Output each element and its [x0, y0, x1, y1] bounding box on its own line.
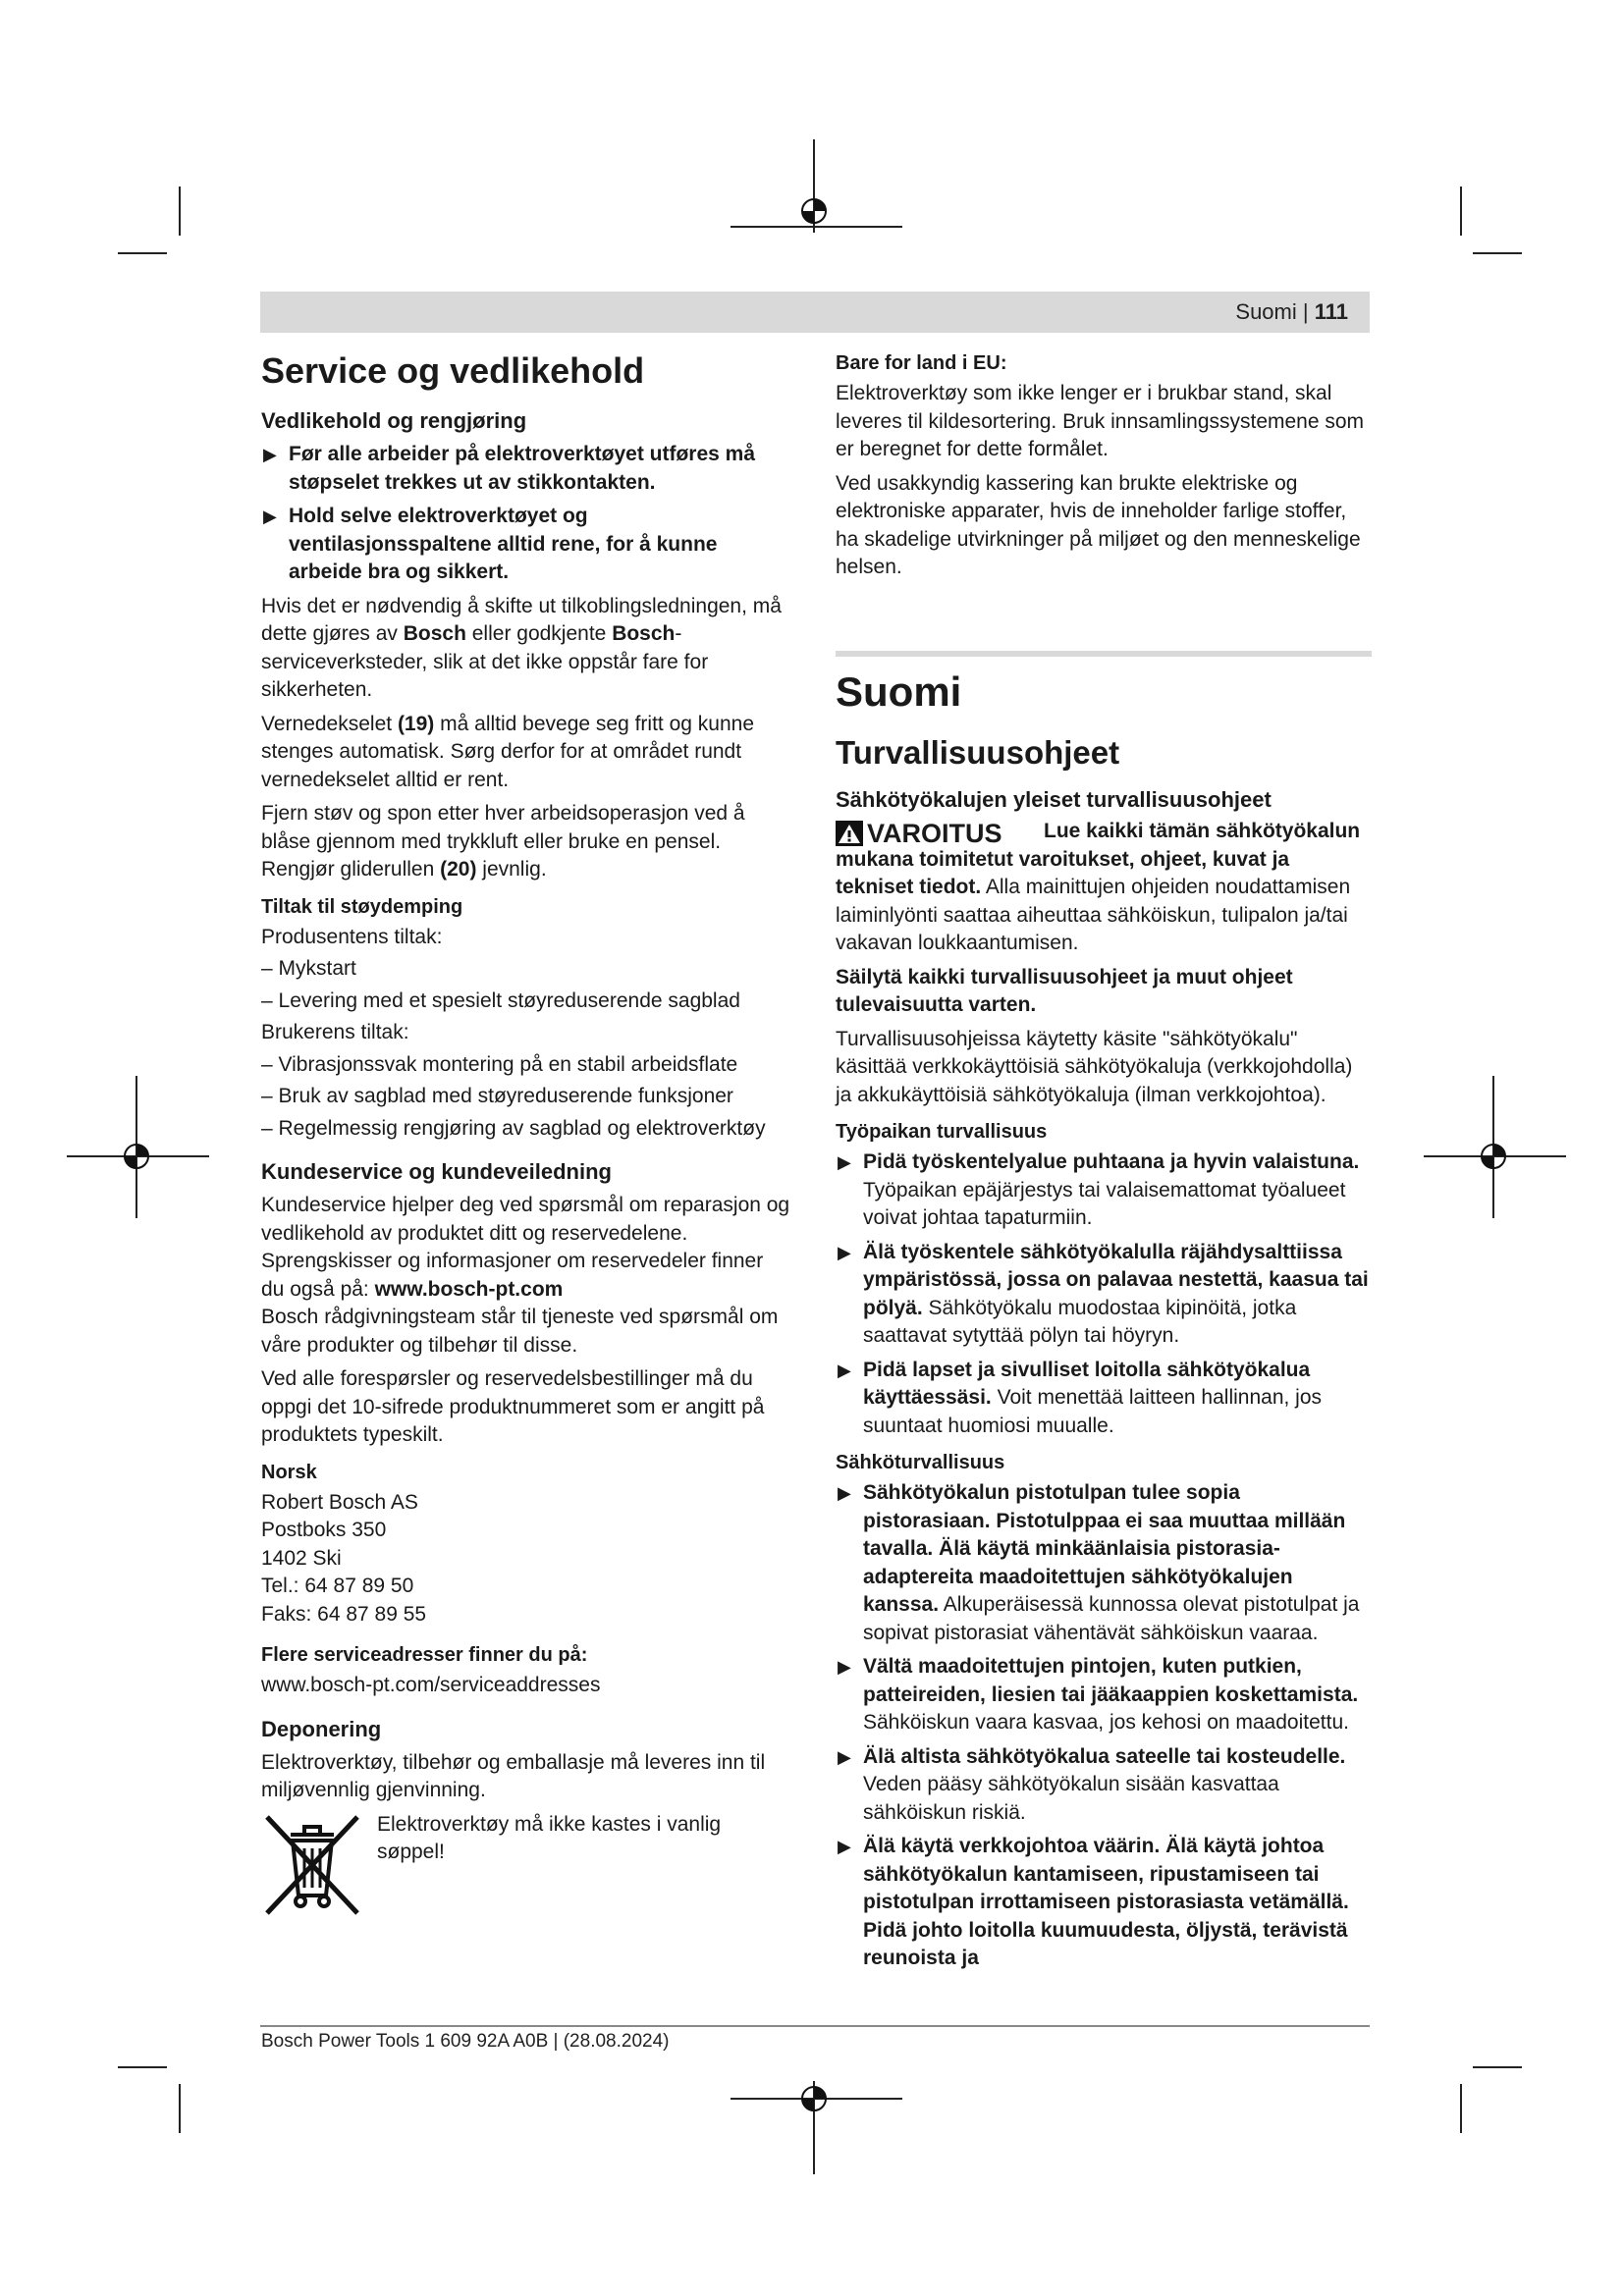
text: må alltid bevege seg fritt og kunne stenges automatisk. Sørg derfor for at området rundt vernedekselet alltid er rent.	[261, 712, 754, 791]
header-section: Suomi	[1235, 299, 1297, 324]
triangle-right-icon: ▶	[838, 1152, 851, 1172]
heading-eu: Bare for land i EU:	[836, 352, 1007, 374]
list-item	[836, 1148, 1372, 1233]
part-number: (20)	[440, 858, 477, 881]
footer-divider	[260, 2025, 1370, 2027]
text: Rengjør gliderullen	[261, 858, 441, 881]
address-line: Faks: 64 87 89 55	[261, 1602, 427, 1626]
triangle-right-icon: ▶	[838, 1360, 851, 1380]
triangle-right-icon: ▶	[838, 1242, 851, 1262]
heading-general-safety: Sähkötyökalujen yleiset turvallisuusohjeet	[836, 786, 1272, 812]
registration-mark-icon	[796, 193, 832, 229]
text: Vernedekselet	[261, 712, 398, 735]
page-number: 111	[1314, 299, 1348, 324]
registration-mark-icon	[1476, 1139, 1511, 1174]
paragraph-eu1: Elektroverktøy som ikke lenger er i brukbar stand, skal leveres til kildesortering. Bruk innsamlingssystemene som er beregnet for dette formålet.	[836, 382, 1365, 460]
triangle-right-icon: ▶	[263, 507, 277, 526]
warning-word: VAROITUS	[867, 818, 1002, 848]
footer-text: Bosch Power Tools 1 609 92A A0B | (28.08.2024)	[261, 2031, 670, 2052]
paragraph-roller	[261, 856, 791, 884]
text: Alla mainittujen ohjeiden noudattamisen laiminlyönti saattaa aiheuttaa sähköiskun, tulipalon ja/tai vakavan loukkaantumisen.	[836, 876, 1351, 954]
website-link[interactable]: www.bosch-pt.com	[374, 1277, 564, 1301]
list-item	[836, 1743, 1372, 1828]
paragraph-eu2: Ved usakkyndig kassering kan brukte elektriske og elektroniske apparater, hvis de inneholder farlige stoffer, ha skadelige utvirkninger på miljøet og den menneskelige helsen.	[836, 471, 1361, 578]
heading-service: Service og vedlikehold	[261, 350, 645, 391]
heading-workplace: Työpaikan turvallisuus	[836, 1121, 1048, 1143]
bullet-bold: Älä työskentele sähkötyökalulla räjähdysalttiissa ympäristössä, jossa on palavaa nestettä, kaasua tai pölyä.	[863, 1240, 1369, 1319]
bullet-text: Voit menettää laitteen hallinnan, jos suuntaat huomiosi muualle.	[863, 1386, 1323, 1437]
paragraph-dust: Fjern støv og spon etter hver arbeidsoperasjon ved å blåse gjennom med trykkluft eller bruke en pensel.	[261, 802, 745, 853]
triangle-right-icon: ▶	[838, 1837, 851, 1856]
section-divider	[836, 651, 1372, 657]
text: -serviceverksteder, slik at det ikke oppstår fare for sikkerheten.	[261, 622, 709, 701]
left-column	[261, 348, 791, 1919]
list-item	[836, 1357, 1372, 1441]
bullet-bold: Pidä työskentelyalue puhtaana ja hyvin valaistuna.	[863, 1150, 1360, 1173]
text: Sprengskisser og informasjoner om reservedeler finner du også på:	[261, 1250, 764, 1301]
paragraph-cable	[261, 593, 791, 705]
bullet-text: Alkuperäisessä kunnossa olevat pistotulpat ja sopivat pistorasiat vähentävät sähköiskun vaaraa.	[863, 1593, 1360, 1644]
list-item: – Regelmessig rengjøring av sagblad og elektroverktøy	[261, 1116, 766, 1140]
registration-mark-icon	[119, 1139, 154, 1174]
paragraph-term: Turvallisuusohjeissa käytetty käsite "sähkötyökalu" käsittää verkkokäyttöisiä sähkötyökaluja (verkkojohdolla) ja akkukäyttöisiä sähkötyökaluja (ilman verkkojohtoa).	[836, 1027, 1353, 1106]
heading-noise: Tiltak til støydemping	[261, 895, 463, 918]
bullet-text: Sähkötyökalu muodostaa kipinöitä, jotka saattavat sytyttää pölyn tai höyryn.	[863, 1296, 1297, 1347]
paragraph-disposal: Elektroverktøy, tilbehør og emballasje må leveres inn til miljøvennlig gjenvinning.	[261, 1750, 766, 1801]
warning-label	[836, 820, 1044, 848]
address-line: Robert Bosch AS	[261, 1490, 418, 1514]
noise-producer: Produsentens tiltak:	[261, 925, 443, 948]
disposal-warning: Elektroverktøy må ikke kastes i vanlig søppel!	[377, 1812, 722, 1863]
text: Hvis det er nødvendig å skifte ut tilkoblingsledningen, må dette gjøres av	[261, 594, 782, 645]
heading-disposal: Deponering	[261, 1716, 382, 1741]
triangle-right-icon: ▶	[838, 1657, 851, 1677]
registration-mark-icon	[796, 2081, 832, 2116]
header-label	[1235, 299, 1348, 325]
text: eller godkjente	[465, 622, 613, 645]
page-header	[260, 292, 1370, 333]
address-line: Tel.: 64 87 89 50	[261, 1575, 414, 1597]
list-item	[836, 1653, 1372, 1737]
weee-notice	[261, 1811, 791, 1919]
list-item: – Bruk av sagblad med støyreduserende funksjoner	[261, 1085, 733, 1107]
text: jevnlig.	[476, 858, 547, 881]
paragraph-cs4: Ved alle forespørsler og reservedelsbestillinger må du oppgi det 10-sifrede produktnummeret som er angitt på produktets typeskilt.	[261, 1367, 765, 1446]
warning-triangle-icon	[836, 821, 863, 846]
list-item	[836, 1239, 1372, 1351]
address-block	[261, 1489, 791, 1629]
list-item	[261, 441, 791, 497]
heading-safety: Turvallisuusohjeet	[836, 733, 1120, 771]
list-item: – Vibrasjonssvak montering på en stabil arbeidsflate	[261, 1052, 738, 1076]
bullet-text: Veden pääsy sähkötyökalun sisään kasvattaa sähköiskun riskiä.	[863, 1773, 1279, 1824]
bullet-text: Sähköiskun vaara kasvaa, jos kehosi on maadoitettu.	[863, 1711, 1349, 1734]
brand-text: Bosch	[612, 622, 676, 645]
list-item	[261, 503, 791, 587]
bullet-bold: Pidä lapset ja sivulliset loitolla sähkötyökalua käyttäessäsi.	[863, 1358, 1311, 1409]
right-column	[836, 348, 1372, 1979]
paragraph-keep: Säilytä kaikki turvallisuusohjeet ja muut ohjeet tulevaisuutta varten.	[836, 965, 1293, 1016]
heading-customer-service: Kundeservice og kundeveiledning	[261, 1159, 612, 1184]
service-addresses-link[interactable]: www.bosch-pt.com/serviceaddresses	[261, 1674, 601, 1696]
header-separator: |	[1302, 299, 1309, 324]
triangle-right-icon: ▶	[838, 1746, 851, 1767]
paragraph-cs2	[261, 1248, 791, 1304]
heading-electrical: Sähköturvallisuus	[836, 1452, 1005, 1473]
bullet-bold: Älä käytä verkkojohtoa väärin. Älä käytä johtoa sähkötyökalun kantamiseen, ripustamiseen tai pistotulpan irrottamiseen pistorasiasta vetämällä. Pidä johto loitolla kuumuudesta, öljystä, terävistä reunoista ja	[863, 1835, 1349, 1969]
heading-maintenance: Vedlikehold og rengjøring	[261, 408, 527, 433]
bullet-bold: Älä altista sähkötyökalua sateelle tai kosteudelle.	[863, 1744, 1346, 1768]
list-item: – Levering med et spesielt støyreduserende sagblad	[261, 988, 740, 1012]
noise-user: Brukerens tiltak:	[261, 1021, 409, 1043]
list-item	[836, 1479, 1372, 1647]
part-number: (19)	[397, 712, 435, 735]
language-title: Suomi	[836, 667, 962, 715]
crossed-out-bin-icon	[261, 1811, 363, 1919]
address-line: 1402 Ski	[261, 1546, 342, 1570]
bullet-bold: Sähkötyökalun pistotulpan tulee sopia pistorasiaan. Pistotulppaa ei saa muuttaa millään tavalla. Älä käytä minkäänlaisia pistorasia-adaptereita maadoitettujen sähkötyökalujen kanssa.	[863, 1481, 1346, 1616]
triangle-right-icon: ▶	[263, 445, 277, 464]
address-line: Postboks 350	[261, 1519, 387, 1541]
bullet-text: Työpaikan epäjärjestys tai valaisemattomat työalueet voivat johtaa tapaturmiin.	[863, 1178, 1346, 1229]
list-item	[836, 1833, 1372, 1973]
brand-text: Bosch	[403, 622, 466, 645]
triangle-right-icon: ▶	[838, 1483, 851, 1503]
bullet-bold: Vältä maadoitettujen pintojen, kuten putkien, patteireiden, liesien tai jääkaappien koskettamista.	[863, 1655, 1359, 1706]
warning-text: Lue kaikki tämän sähkötyökalun mukana toimitetut varoitukset, ohjeet, kuvat ja tekniset tiedot.	[836, 820, 1361, 898]
paragraph-guard	[261, 711, 791, 795]
list-item: – Mykstart	[261, 957, 356, 980]
heading-more-addresses: Flere serviceadresser finner du på:	[261, 1644, 588, 1666]
bullet-text: Hold selve elektroverktøyet og ventilasjonsspaltene alltid rene, for å kunne arbeide bra og sikkert.	[289, 505, 718, 583]
bullet-text: Før alle arbeider på elektroverktøyet utføres må støpselet trekkes ut av stikkontakten.	[289, 443, 756, 494]
paragraph-cs1: Kundeservice hjelper deg ved spørsmål om reparasjon og vedlikehold av produktet ditt og reservedelene.	[261, 1194, 790, 1245]
address-country: Norsk	[261, 1461, 317, 1483]
paragraph-cs3: Bosch rådgivningsteam står til tjeneste ved spørsmål om våre produkter og tilbehør til disse.	[261, 1306, 779, 1357]
